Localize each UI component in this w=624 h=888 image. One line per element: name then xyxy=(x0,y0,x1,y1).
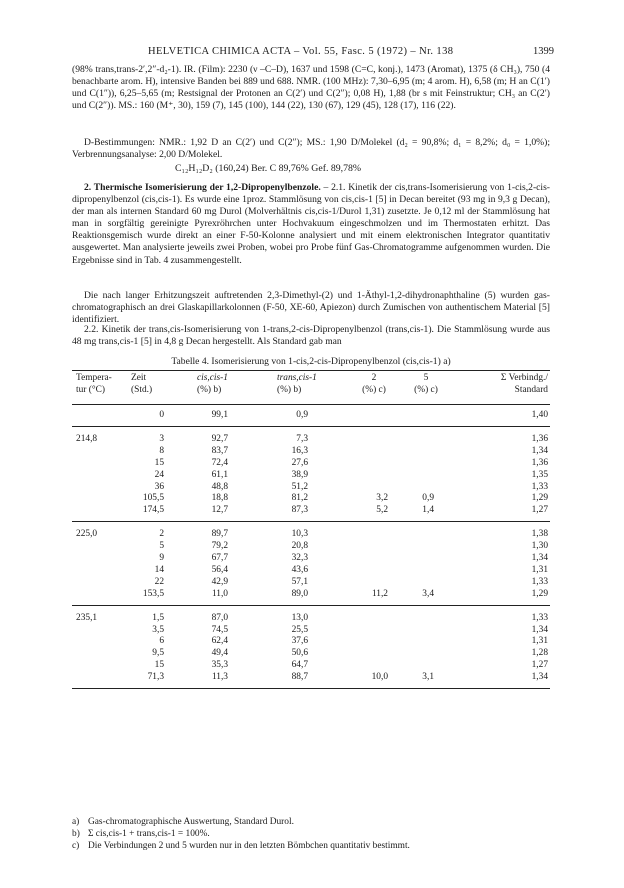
table-cell: 22 xyxy=(154,576,164,587)
table-rule xyxy=(72,404,550,405)
table-top-rule xyxy=(72,370,550,371)
table-cell: 35,3 xyxy=(211,660,228,671)
table-cell: 1,38 xyxy=(531,529,548,540)
table-cell: 1,31 xyxy=(531,636,548,647)
table-cell: 87,3 xyxy=(291,505,308,516)
table-cell-temperature: 214,8 xyxy=(76,433,98,444)
table-cell: 61,1 xyxy=(211,469,228,480)
table-cell: 0,9 xyxy=(422,493,434,504)
table-header-4 xyxy=(356,372,392,396)
table-cell: 11,3 xyxy=(211,672,228,683)
table-cell: 56,4 xyxy=(211,564,228,575)
table-cell: 1,5 xyxy=(152,612,164,623)
table-cell: 99,1 xyxy=(211,410,228,420)
table-cell: 14 xyxy=(154,564,164,575)
footnotes xyxy=(72,816,550,852)
page-number: 1399 xyxy=(533,46,554,57)
table-cell: 24 xyxy=(154,469,164,480)
table-rule xyxy=(72,605,550,606)
table-cell: 174,5 xyxy=(142,505,164,516)
footnote-c xyxy=(72,840,550,852)
table-header-line: (Std.) xyxy=(131,385,153,395)
table-header-3 xyxy=(277,372,317,396)
table-cell: 36 xyxy=(154,481,164,492)
table-cell: 57,1 xyxy=(291,576,308,587)
footnote-mark: a) xyxy=(72,817,80,827)
footnote-text: Die Verbindungen 2 und 5 wurden nur in den letzten Bömbchen quantitativ bestimmt. xyxy=(88,841,410,851)
table-cell: 81,2 xyxy=(291,493,308,504)
table-cell: 37,6 xyxy=(291,636,308,647)
table-cell: 10,3 xyxy=(291,529,308,540)
table-cell: 0,9 xyxy=(296,410,308,420)
table-cell: 20,8 xyxy=(291,541,308,552)
table-caption: Tabelle 4. Isomerisierung von 1-cis,2-cis-Dipropenylbenzol (cis,cis-1) a) xyxy=(171,356,451,367)
table-cell: 62,4 xyxy=(211,636,228,647)
table-cell: 1,29 xyxy=(531,588,548,599)
table-cell: 48,8 xyxy=(211,481,228,492)
table-cell-temperature: 235,1 xyxy=(76,612,98,623)
table-header-line: (%) c) xyxy=(414,385,438,395)
table-header-line: Tempera- xyxy=(76,373,112,383)
table-cell: 2 xyxy=(159,529,164,540)
table-cell-temperature: 225,0 xyxy=(76,529,98,540)
table-cell: 1,27 xyxy=(531,505,548,516)
table-cell: 1,33 xyxy=(531,612,548,623)
table-cell: 11,0 xyxy=(211,588,228,599)
table-cell: 1,4 xyxy=(422,505,434,516)
table-cell: 1,28 xyxy=(531,648,548,659)
table-cell: 1,35 xyxy=(531,469,548,480)
table-cell: 1,31 xyxy=(531,564,548,575)
table-cell: 72,4 xyxy=(211,457,228,468)
table-cell: 1,34 xyxy=(531,445,548,456)
table-cell: 25,5 xyxy=(291,624,308,635)
table-cell: 87,0 xyxy=(211,612,228,623)
table-cell: 79,2 xyxy=(211,541,228,552)
table-cell: 3,4 xyxy=(422,588,434,599)
table-cell: 1,36 xyxy=(531,433,548,444)
table-cell: 18,8 xyxy=(211,493,228,504)
table-rule xyxy=(72,426,550,427)
table-rule xyxy=(72,521,550,522)
table-header-line: tur (°C) xyxy=(76,385,106,395)
table-cell: 50,6 xyxy=(291,648,308,659)
footnote-text: Gas-chromatographische Auswertung, Standard Durol. xyxy=(88,817,294,827)
table-cell: 27,6 xyxy=(291,457,308,468)
table-header-line: Zeit xyxy=(131,373,147,383)
table-cell: 153,5 xyxy=(142,588,164,599)
table-cell: 71,3 xyxy=(147,672,164,683)
formula-line: C₁₂H₁₂D₂ (160,24) Ber. C 89,76% Gef. 89,78% xyxy=(175,163,362,174)
table-cell: 38,9 xyxy=(291,469,308,480)
table-header-line: (%) c) xyxy=(362,385,386,395)
table-cell: 1,34 xyxy=(531,672,548,683)
table-cell: 32,3 xyxy=(291,553,308,563)
running-head: HELVETICA CHIMICA ACTA – Vol. 55, Fasc. 5 (1972) – Nr. 138 xyxy=(148,46,454,57)
table-cell: 51,2 xyxy=(291,481,308,492)
table-cell: 11,2 xyxy=(371,588,388,599)
table-cell: 9 xyxy=(159,553,164,563)
paragraph-deuterium: D-Bestimmungen: NMR.: 1,92 D an C(2′) und C(2″); MS.: 1,90 D/Molekel (d₂ = 90,8%; d₁ = 8,2%; d₀ = 1,0%); Verbrennungsanalyse: 2,00 D/Molekel. xyxy=(72,137,550,161)
table-cell: 3,2 xyxy=(376,493,388,504)
section-heading: 2. Thermische Isomerisierung der 1,2-Dipropenylbenzole. xyxy=(84,182,321,193)
table-cell: 3,1 xyxy=(422,672,434,683)
table-cell: 1,30 xyxy=(531,541,548,552)
table-cell: 5 xyxy=(159,541,164,552)
table-cell: 67,7 xyxy=(211,553,228,563)
table-cell: 88,7 xyxy=(291,672,308,683)
table-cell: 1,27 xyxy=(531,660,548,671)
table-rule xyxy=(72,688,550,689)
table-header-line: trans,cis-1 xyxy=(277,373,317,383)
table-header-line: cis,cis-1 xyxy=(197,373,228,383)
table-header-line: Standard xyxy=(514,385,548,395)
table-cell: 1,34 xyxy=(531,553,548,563)
table-cell: 1,33 xyxy=(531,481,548,492)
paragraph-section-2-text: – 2.1. Kinetik der cis,trans-Isomerisierung von 1-cis,2-cis-dipropenylbenzol (cis,cis-1). Es wurde eine 1proz. Stammlösung von cis,cis-1 [5] in Decan bereitet (93 mg in 9,3 g Decan), der man als internen Standard 60 mg Durol (Molverhältnis cis,cis-1/Durol 1,31) zusetzte. Je 0,12 ml der Stammlösung hat man in sorgfältig gereinigte Pyrexröhrchen unter Hochvakuum eingeschmolzen und im Thermostaten erhitzt. Das Reaktionsgemisch wurde direkt an einer F-50-Kolonne analysiert und mit einem elektronischen Integrator quantitativ ausgewertet. Man analysierte jeweils zwei Proben, wobei pro Probe fünf Gas-Chromatogramme aufgenommen wurden. Die Ergebnisse sind in Tab. 4 zusammengestellt. xyxy=(72,182,550,266)
table-cell: 1,34 xyxy=(531,624,548,635)
table-cell: 1,36 xyxy=(531,457,548,468)
table-cell: 8 xyxy=(159,445,164,456)
paragraph-section-2 xyxy=(72,182,550,267)
paragraph-identification: Die nach langer Erhitzungszeit auftretenden 2,3-Dimethyl-(2) und 1-Äthyl-1,2-dihydronaphthaline (5) wurden gas-chromatographisch an drei Glaskapillarkolonnen (F-50, XE-60, Apiezon) durch Zumischen von authentischem Material [5] identifiziert. xyxy=(72,290,550,326)
table-cell: 13,0 xyxy=(291,612,308,623)
table-cell: 7,3 xyxy=(296,433,308,444)
table-cell: 15 xyxy=(154,457,164,468)
table-cell: 89,0 xyxy=(291,588,308,599)
table-header-line: 5 xyxy=(423,373,429,383)
table-header-2 xyxy=(197,372,228,396)
paragraph-spectra: (98% trans,trans-2′,2″-d₂-1). IR. (Film): 2230 (ν –C–D), 1637 und 1598 (C=C, konj.), 1473 (Aromat), 1375 (δ CH₃), 750 (4 benachbarte arom. H), intensive Banden bei 889 und 688. NMR. (100 MHz): 7,30–6,95 (m; 4 arom. H), 6,58 (m; H an C(1′) und C(1″)), 6,25–5,65 (m; Restsignal der Protonen an C(2′) und C(2″); 0,08 H), 1,88 (br s mit Feinstruktur; CH₃ an C(2′) und C(2″)). MS.: 160 (M⁺, 30), 159 (7), 145 (100), 144 (22), 130 (67), 129 (45), 128 (17), 116 (22). xyxy=(72,64,550,112)
table-cell: 15 xyxy=(154,660,164,671)
table-cell: 6 xyxy=(159,636,164,647)
table-header-line: (%) b) xyxy=(197,385,222,395)
table-header-5 xyxy=(408,372,444,396)
table-header-6 xyxy=(470,372,548,396)
table-cell: 3,5 xyxy=(152,624,164,635)
table-cell: 83,7 xyxy=(211,445,228,456)
footnote-mark: c) xyxy=(72,841,80,851)
footnote-text: Σ cis,cis-1 + trans,cis-1 = 100%. xyxy=(88,829,210,839)
table-cell: 64,7 xyxy=(291,660,308,671)
table-header-1 xyxy=(131,372,152,396)
table-cell: 49,4 xyxy=(211,648,228,659)
footnote-a xyxy=(72,816,550,828)
table-header-line: (%) b) xyxy=(277,385,302,395)
footnote-b xyxy=(72,828,550,840)
table-header-0 xyxy=(76,372,112,396)
table-cell: 12,7 xyxy=(211,505,228,516)
table-cell: 1,33 xyxy=(531,576,548,587)
table-cell: 74,5 xyxy=(211,624,228,635)
paragraph-section-2-2: 2.2. Kinetik der trans,cis-Isomerisierung von 1-trans,2-cis-Dipropenylbenzol (trans,cis-1). Die Stammlösung wurde aus 48 mg trans,cis-1 [5] in 4,8 g Decan hergestellt. Als Standard gab man xyxy=(72,324,550,348)
table-cell: 43,6 xyxy=(291,564,308,575)
table-cell: 0 xyxy=(159,410,164,420)
table-cell: 16,3 xyxy=(291,445,308,456)
table-cell: 42,9 xyxy=(211,576,228,587)
table-header-line: Σ Verbindg./ xyxy=(500,373,548,383)
table-cell: 89,7 xyxy=(211,529,228,540)
table-cell: 10,0 xyxy=(371,672,388,683)
table-cell: 3 xyxy=(159,433,164,444)
table-cell: 5,2 xyxy=(376,505,388,516)
table-cell: 1,29 xyxy=(531,493,548,504)
table-header-line: 2 xyxy=(371,373,377,383)
table-cell: 1,40 xyxy=(531,410,548,420)
table-cell: 9,5 xyxy=(152,648,164,659)
footnote-mark: b) xyxy=(72,829,80,839)
table-cell: 92,7 xyxy=(211,433,228,444)
table-cell: 105,5 xyxy=(142,493,164,504)
